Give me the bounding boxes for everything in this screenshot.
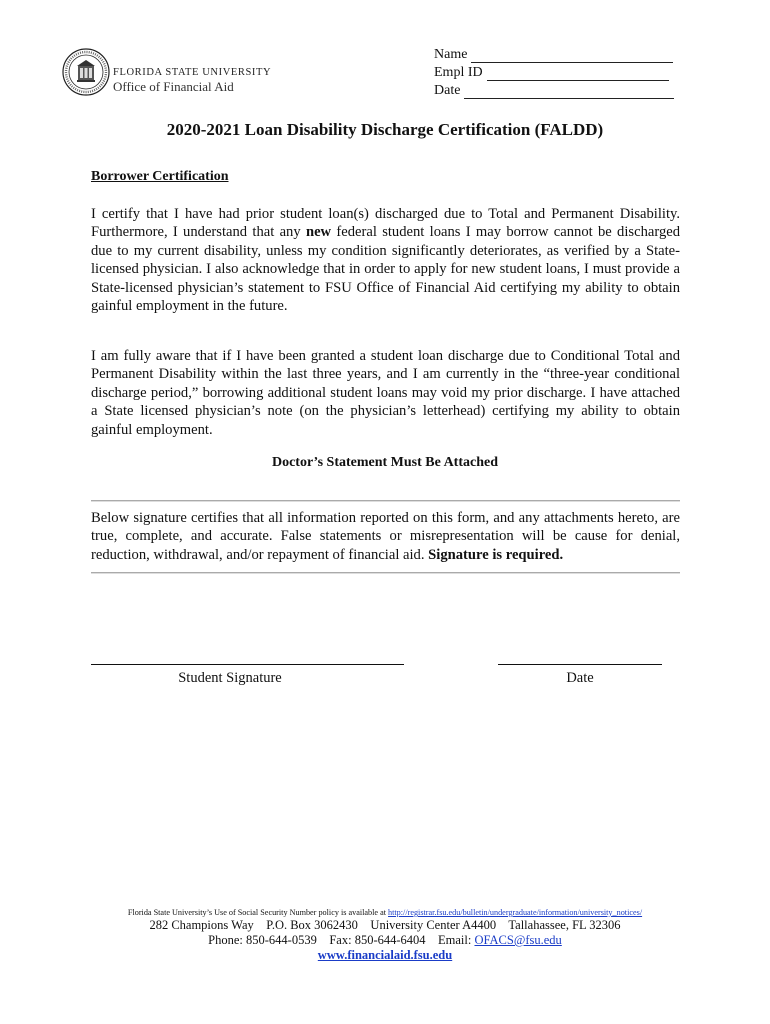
email-link[interactable]: OFACS@fsu.edu (474, 933, 562, 947)
student-signature-label: Student Signature (178, 670, 282, 686)
date-label: Date (434, 83, 461, 98)
para1-bold-word: new (305, 224, 332, 241)
certification-paragraph-2: I am fully aware that if I have been granted a student loan discharge due to Conditional Total and Permanent Disability within the last three years, and I am currently in the “three-year conditional discharge period,” borrowing additional student loans may void my prior discharge. I have attached a State licensed physician’s note (on the physician’s letterhead) certifying my ability to obtain gainful employment. (91, 348, 680, 438)
office-address: 282 Champions Way P.O. Box 3062430 University Center A4400 Tallahassee, FL 32306 (149, 918, 621, 932)
date-field[interactable] (434, 83, 674, 99)
divider-top (91, 500, 680, 502)
empl-id-field[interactable] (434, 65, 669, 81)
signature-date-label: Date (566, 670, 594, 686)
name-input-line[interactable] (471, 50, 673, 63)
section-heading: Borrower Certification (91, 169, 229, 184)
signature-required-text: Signature is required. (428, 546, 564, 563)
fsu-seal-logo (62, 48, 110, 96)
student-signature-line[interactable] (91, 664, 404, 665)
date-input-line[interactable] (464, 86, 674, 99)
empl-id-label: Empl ID (434, 65, 483, 80)
university-name: FLORIDA STATE UNIVERSITY (113, 67, 272, 78)
doctor-statement-notice: Doctor’s Statement Must Be Attached (271, 455, 499, 470)
para1-text-start: I certify that I have had prior student loan(s) discharged due to Total and Permanent Disability. Furthermore, I understand that any (91, 206, 680, 241)
ssn-policy-text: Florida State University’s Use of Social Security Number policy is available at (127, 908, 389, 917)
divider-bottom (91, 572, 680, 574)
name-field[interactable] (434, 47, 673, 63)
document-title: 2020-2021 Loan Disability Discharge Certification (FALDD) (166, 120, 604, 139)
empl-id-input-line[interactable] (487, 68, 669, 81)
attestation-text: Below signature certifies that all information reported on this form, and any attachments hereto, are true, complete, and accurate. False statements or misrepresentation will be cause for denial, reduction, withdrawal, and/or repayment of financial aid. (91, 510, 680, 563)
signature-attestation (91, 509, 680, 564)
certification-paragraph-1 (91, 205, 680, 315)
phone-fax-text: Phone: 850-644-0539 Fax: 850-644-6404 Email: (208, 933, 475, 947)
office-name: Office of Financial Aid (113, 79, 234, 94)
para1-text-end: federal student loans I may borrow cannot be discharged due to my current disability, unless my condition significantly deteriorates, as verified by a State-licensed physician. I also acknowledge that in order to apply for new student loans, I must provide a State-licensed physician’s statement to FSU Office of Financial Aid certifying my ability to obtain gainful employment in the future. (91, 224, 681, 315)
office-contact (0, 933, 770, 948)
website-link[interactable]: www.financialaid.fsu.edu (317, 948, 453, 962)
signature-date-line[interactable] (498, 664, 662, 665)
ssn-policy-note (0, 908, 770, 917)
ssn-policy-link[interactable]: http://registrar.fsu.edu/bulletin/undergraduate/information/university_notices/ (388, 908, 643, 917)
name-label: Name (434, 47, 468, 62)
